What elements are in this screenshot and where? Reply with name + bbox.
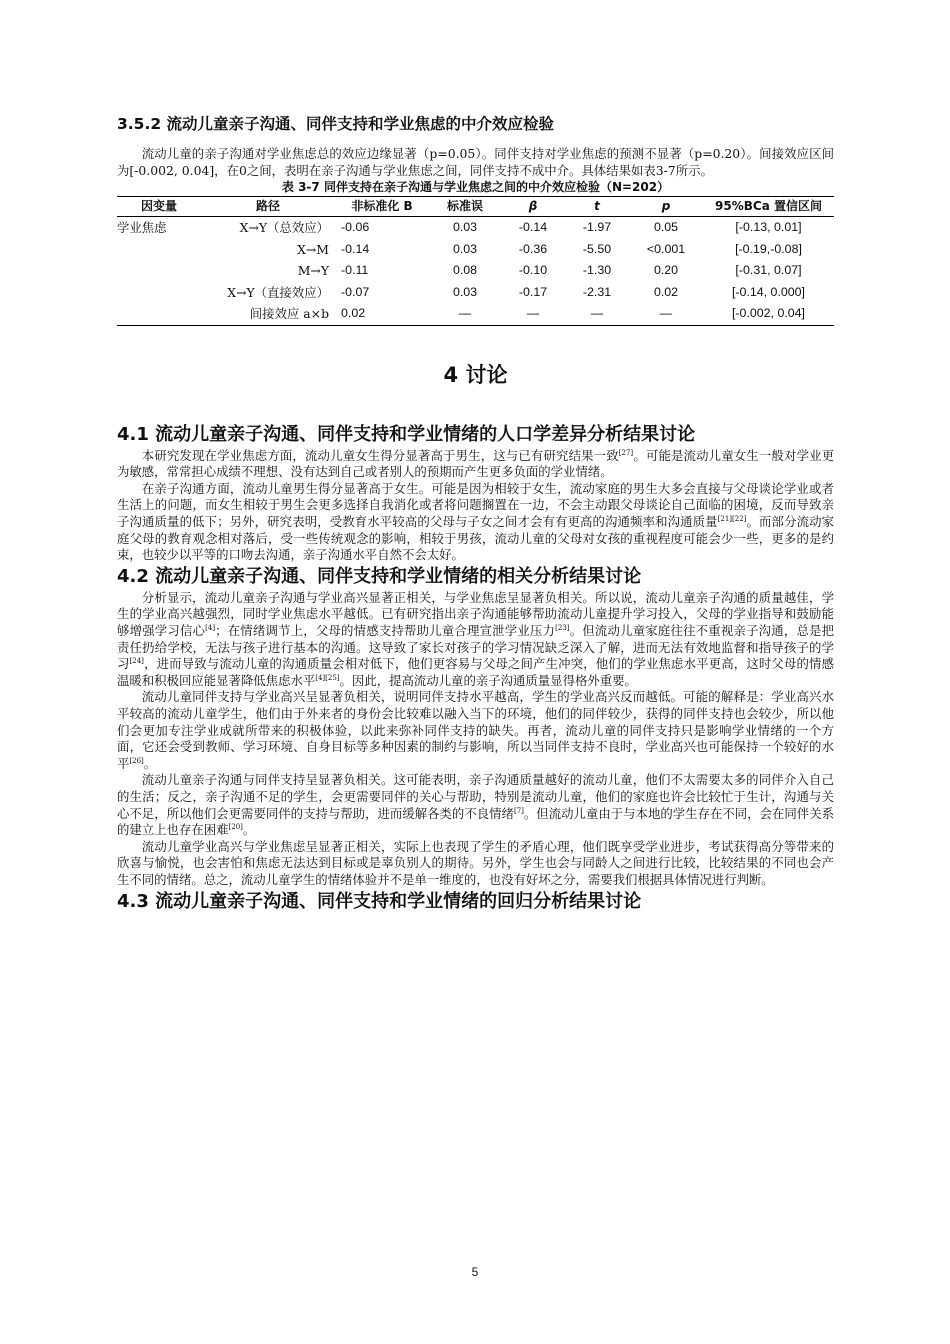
cell-path: X→Y（直接效应） [227, 284, 329, 300]
cell-dv: 学业焦虑 [117, 220, 167, 236]
cell-beta: -0.36 [518, 241, 548, 256]
cell-t: — [590, 306, 604, 321]
cell-dv [117, 282, 201, 304]
citation: [26] [129, 756, 144, 765]
header-b: 非标准化 B [351, 199, 413, 214]
section-heading-3-5-2: 3.5.2 流动儿童亲子沟通、同伴支持和学业焦虑的中介效应检验 [117, 115, 555, 133]
header-ci: 95%BCa 置信区间 [715, 199, 822, 214]
cell-b: -0.07 [341, 284, 370, 299]
cell-dv [117, 303, 201, 325]
cell-path: M→Y [297, 263, 329, 279]
cell-dv [117, 239, 201, 261]
cell-p: — [659, 306, 673, 321]
cell-b: -0.14 [341, 241, 370, 256]
citation: [20] [228, 823, 243, 832]
citation: [24] [129, 657, 144, 666]
header-path: 路径 [255, 199, 280, 214]
header-se: 标准误 [446, 199, 483, 214]
cell-t: -2.31 [582, 284, 612, 299]
cell-beta: -0.14 [518, 220, 548, 235]
cell-b: -0.06 [341, 220, 370, 235]
header-t: t [594, 199, 600, 214]
paragraph: 流动儿童同伴支持与学业高兴呈显著负相关，说明同伴支持水平越高，学生的学业高兴反而越低。可能的解释是：学业高兴水平较高的流动儿童学生，他们由于外来者的身份会比较难以融入当下的环境，他们的同伴较少，获得的同伴支持也会较少，所以他们会更加专注学业成就所带来的积极体验，以此来弥补同伴支持的缺失。再者，流动儿童的同伴支持只是影响学业情绪的一个方面，它还会受到教师、学习环境、自身目标等多种因素的制约与影响，所以当同伴支持不良时，学业高兴也可能保持一个较好的水平[26]。 [117, 689, 834, 771]
cell-ci: [-0.002, 0.04] [731, 306, 806, 321]
citation: [4][25] [315, 673, 340, 682]
citation: [7] [513, 806, 524, 815]
section-heading-4-1: 4.1 流动儿童亲子沟通、同伴支持和学业情绪的人口学差异分析结果讨论 [117, 423, 696, 445]
cell-se: — [458, 306, 472, 321]
cell-path: X→Y（总效应） [239, 220, 329, 236]
table-row [117, 217, 834, 239]
cell-se: 0.03 [452, 220, 478, 235]
cell-se: 0.08 [452, 263, 478, 278]
paragraph: 在亲子沟通方面，流动儿童男生得分显著高于女生。可能是因为相较于女生，流动家庭的男生大多会直接与父母谈论学业或者生活上的问题，而女生相较于男生会更多选择自我消化或者将问题搁置在一边，不会主动跟父母谈论自己面临的困境，反而导致亲子沟通质量的低下；另外，研究表明，受教育水平较高的父母与子女之间才会有有更高的沟通频率和沟通质量[21][22]。而部分流动家庭父母的教育观念相对落后，受一些传统观念的影响，相较于男孩，流动儿童的父母对女孩的重视程度可能会少一些，更多的是约束，也较少以平等的口吻去沟通，亲子沟通水平自然不会太好。 [117, 480, 835, 563]
cell-p: 0.20 [653, 263, 679, 278]
table-row [117, 260, 834, 282]
cell-p: 0.05 [653, 220, 679, 235]
header-dv: 因变量 [140, 199, 177, 214]
cell-t: -1.97 [582, 220, 612, 235]
page-content [117, 112, 834, 915]
citation: [21][22] [717, 514, 747, 523]
cell-t: -5.50 [582, 241, 612, 256]
table-row [117, 239, 834, 261]
header-beta: β [528, 199, 538, 214]
paragraph-mediation-summary: 流动儿童的亲子沟通对学业焦虑总的效应边缘显著（p=0.05）。同伴支持对学业焦虑的预测不显著（p=0.20）。间接效应区间为[-0.002, 0.04]，在0之间，表明在亲子沟通与学业焦虑之间，同伴支持不成中介。具体结果如表3-7所示。 [117, 146, 834, 178]
cell-beta: -0.10 [518, 263, 548, 278]
cell-p: 0.02 [653, 284, 679, 299]
citation: [23] [555, 623, 570, 632]
table-row [117, 303, 834, 325]
paragraph: 流动儿童亲子沟通与同伴支持呈显著负相关。这可能表明，亲子沟通质量越好的流动儿童，他们不太需要太多的同伴介入自己的生活；反之，亲子沟通不足的学生，会更需要同伴的关心与帮助，特别是流动儿童，他们的家庭也许会比较忙于生计，沟通与关心不足，所以他们会更需要同伴的支持与帮助，进而缓解各类的不良情绪[7]。但流动儿童由于与本地的学生存在不同，会在同伴关系的建立上也存在困难[20]。 [117, 772, 835, 838]
header-p: p [661, 199, 671, 214]
citation: [4] [205, 623, 216, 632]
cell-ci: [-0.14, 0.000] [731, 284, 806, 299]
cell-beta: -0.17 [518, 284, 548, 299]
paragraph: 分析显示，流动儿童亲子沟通与学业高兴显著正相关，与学业焦虑呈显著负相关。所以说，流动儿童亲子沟通的质量越佳，学生的学业高兴越强烈，同时学业焦虑水平越低。已有研究指出亲子沟通能够帮助流动儿童提升学习投入，父母的学业指导和鼓励能够增强学习信心[4]；在情绪调节上，父母的情感支持帮助儿童合理宣泄学业压力[23]。但流动儿童家庭往往不重视亲子沟通，总是把责任扔给学校，无法与孩子进行基本的沟通。这导致了家长对孩子的学习情况缺乏深入了解，进而无法有效地监督和指导孩子的学习[24]，进而导致与流动儿童的沟通质量会相对低下，他们更容易与父母之间产生冲突，他们的学业焦虑水平更高，这时父母的情感温暖和积极回应能显著降低焦虑水平[4][25]。因此，提高流动儿童的亲子沟通质量显得格外重要。 [117, 589, 835, 688]
citation: [27] [618, 448, 634, 457]
cell-beta: — [526, 306, 540, 321]
cell-ci: [-0.13, 0.01] [735, 220, 802, 235]
cell-ci: [-0.19,-0.08] [735, 241, 802, 256]
cell-p: <0.001 [646, 241, 686, 256]
cell-b: 0.02 [341, 306, 366, 321]
table-row [117, 282, 834, 304]
chapter-heading-discussion: 4 讨论 [443, 362, 508, 387]
table-caption: 表 3-7 同伴支持在亲子沟通与学业焦虑之间的中介效应检验（N=202） [281, 180, 670, 195]
section-heading-4-3: 4.3 流动儿童亲子沟通、同伴支持和学业情绪的回归分析结果讨论 [117, 890, 642, 912]
cell-dv [117, 260, 201, 282]
paragraph: 本研究发现在学业焦虑方面，流动儿童女生得分显著高于男生，这与已有研究结果一致[27]。可能是流动儿童女生一般对学业更为敏感，常常担心成绩不理想、没有达到自己或者别人的预期而产生更多负面的学业情绪。 [117, 447, 835, 480]
cell-ci: [-0.31, 0.07] [735, 263, 802, 278]
cell-b: -0.11 [341, 263, 369, 278]
cell-se: 0.03 [452, 284, 478, 299]
cell-se: 0.03 [452, 241, 478, 256]
page-number: 5 [471, 1265, 479, 1279]
cell-path: 间接效应 a×b [249, 306, 329, 322]
mediation-table [117, 196, 834, 326]
paragraph: 流动儿童学业高兴与学业焦虑呈显著正相关，实际上也表现了学生的矛盾心理，他们既享受学业进步，考试获得高分等带来的欣喜与愉悦，也会害怕和焦虑无法达到目标或是辜负别人的期待。另外，学生也会与同龄人之间进行比较，比较结果的不同也会产生不同的情绪。总之，流动儿童学生的情绪体验并不是单一维度的，也没有好坏之分，需要我们根据具体情况进行判断。 [117, 838, 834, 887]
section-heading-4-2: 4.2 流动儿童亲子沟通、同伴支持和学业情绪的相关分析结果讨论 [117, 565, 642, 587]
cell-path: X→M [297, 241, 329, 257]
table-header-row [117, 197, 834, 217]
cell-t: -1.30 [582, 263, 612, 278]
